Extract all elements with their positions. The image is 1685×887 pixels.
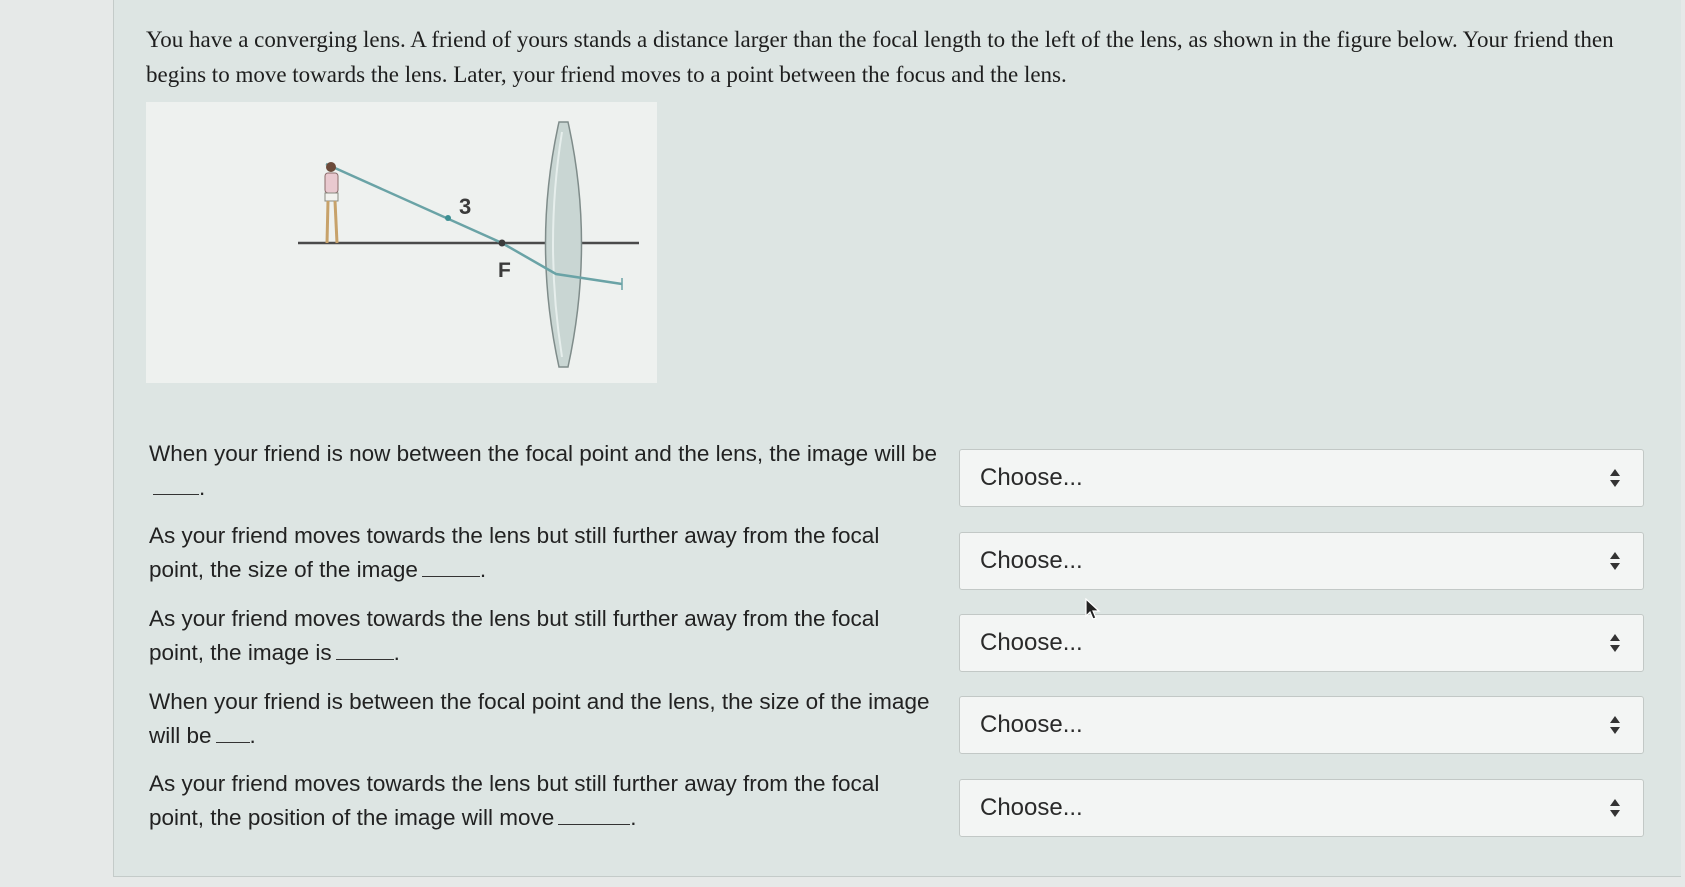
sort-arrows-icon — [1609, 468, 1621, 488]
sort-arrows-icon — [1609, 551, 1621, 571]
question-1-select-value: Choose... — [980, 464, 1083, 491]
question-2-blank — [422, 554, 480, 577]
question-4-text: When your friend is between the focal point and the lens, the size of the image will be . — [149, 689, 930, 748]
mouse-pointer-icon — [1085, 598, 1101, 622]
question-4-blank — [216, 720, 250, 743]
question-2-prompt: As your friend moves towards the lens but still further away from the focal point, the size of the image — [149, 523, 880, 582]
question-4-select[interactable] — [959, 696, 1644, 754]
question-2-select-value: Choose... — [980, 547, 1083, 574]
question-5-text: As your friend moves towards the lens but still further away from the focal point, the position of the image will move . — [149, 771, 880, 830]
friend-figure-icon — [325, 162, 338, 243]
question-3-prompt: As your friend moves towards the lens but still further away from the focal point, the image is — [149, 606, 880, 665]
sort-arrows-icon — [1609, 715, 1621, 735]
question-2-select[interactable] — [959, 532, 1644, 590]
focal-point-label: F — [498, 259, 511, 282]
question-2-text: As your friend moves towards the lens but still further away from the focal point, the size of the image . — [149, 523, 880, 582]
question-4-select-value: Choose... — [980, 711, 1083, 738]
lens-diagram-svg — [146, 102, 657, 383]
ray-number-label: 3 — [459, 194, 472, 219]
question-intro: You have a converging lens. A friend of yours stands a distance larger than the focal length to the left of the lens, as shown in the figure below. Your friend then begins to move towards the lens. Later, your friend moves to a point between the focus and the lens. — [146, 27, 1614, 87]
question-5-select-value: Choose... — [980, 794, 1083, 821]
question-3-blank — [336, 637, 394, 660]
question-3-select-value: Choose... — [980, 629, 1083, 656]
question-1-blank — [153, 472, 199, 495]
question-3-text: As your friend moves towards the lens but still further away from the focal point, the image is . — [149, 606, 880, 665]
converging-lens — [546, 122, 582, 367]
question-1-text: When your friend is now between the focal point and the lens, the image will be. — [149, 441, 937, 500]
question-1-prompt: When your friend is now between the focal point and the lens, the image will be — [149, 441, 937, 466]
question-3-select[interactable] — [959, 614, 1644, 672]
lens-diagram — [146, 102, 657, 383]
ray-marker — [445, 215, 451, 221]
question-1-select[interactable] — [959, 449, 1644, 507]
sort-arrows-icon — [1609, 798, 1621, 818]
sort-arrows-icon — [1609, 633, 1621, 653]
question-5-select[interactable] — [959, 779, 1644, 837]
question-5-blank — [558, 802, 630, 825]
question-5-prompt: As your friend moves towards the lens but still further away from the focal point, the position of the image will move — [149, 771, 880, 830]
question-4-prompt: When your friend is between the focal point and the lens, the size of the image will be — [149, 689, 930, 748]
focal-point-dot — [499, 240, 506, 247]
